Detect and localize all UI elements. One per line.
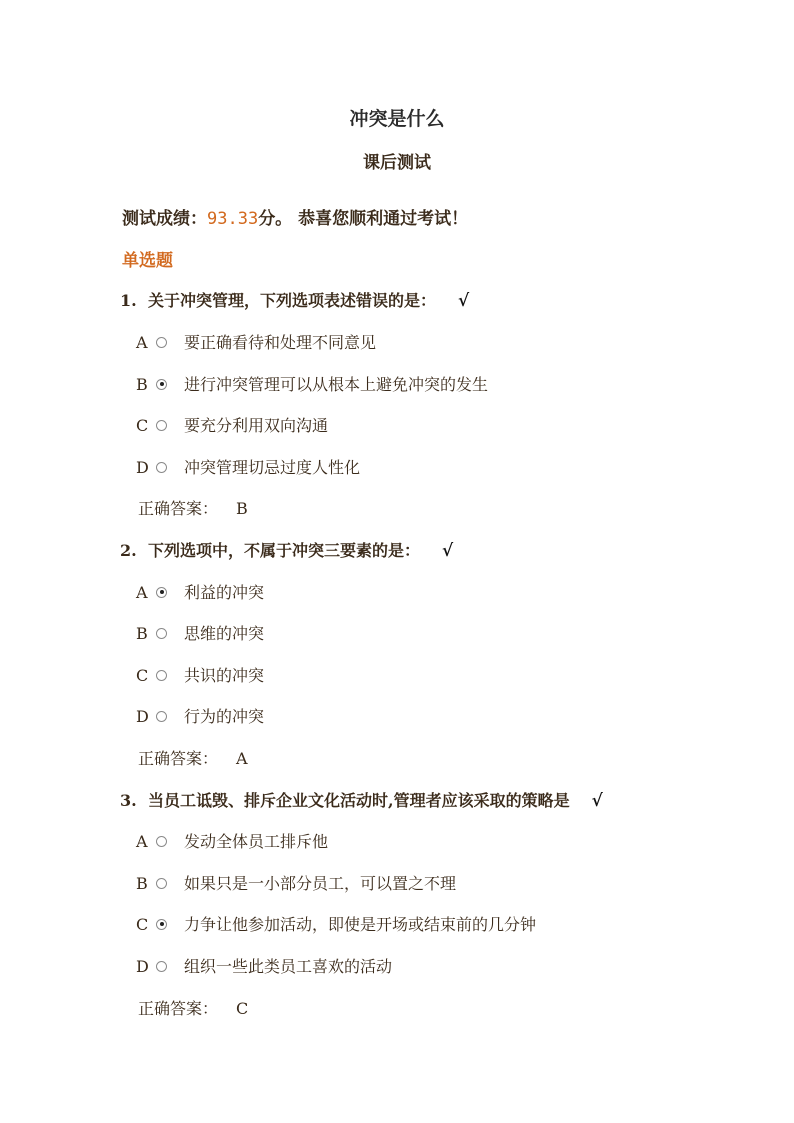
correct-answer-1 bbox=[138, 496, 248, 519]
score-line bbox=[122, 204, 468, 229]
question-1 bbox=[120, 288, 469, 311]
correct-answer-3 bbox=[138, 996, 248, 1019]
option-text: 组织一些此类员工喜欢的活动 bbox=[184, 957, 393, 976]
option-text: 发动全体员工排斥他 bbox=[184, 832, 329, 851]
option-letter: C bbox=[136, 915, 149, 934]
correct-answer-2 bbox=[138, 746, 248, 769]
radio-button-selected[interactable] bbox=[156, 919, 167, 930]
page-subtitle: 课后测试 bbox=[363, 153, 431, 173]
option-text: 力争让他参加活动，即使是开场或结束前的几分钟 bbox=[184, 915, 537, 934]
answer-label: 正确答案： bbox=[138, 749, 219, 768]
question-text: 关于冲突管理，下列选项表述错误的是： bbox=[148, 291, 437, 310]
answer-label: 正确答案： bbox=[138, 999, 219, 1018]
question-2 bbox=[120, 538, 453, 561]
option-text: 进行冲突管理可以从根本上避免冲突的发生 bbox=[184, 375, 489, 394]
radio-button[interactable] bbox=[156, 961, 167, 972]
option-letter: A bbox=[136, 333, 148, 352]
option-3d[interactable] bbox=[136, 954, 392, 976]
option-1a[interactable] bbox=[136, 330, 376, 352]
option-text: 利益的冲突 bbox=[184, 583, 265, 602]
answer-value: B bbox=[236, 499, 248, 518]
option-letter: D bbox=[136, 707, 149, 726]
option-letter: B bbox=[136, 375, 148, 394]
question-number: 3. bbox=[120, 791, 137, 810]
answer-value: C bbox=[236, 999, 249, 1018]
option-text: 思维的冲突 bbox=[184, 624, 265, 643]
option-letter: C bbox=[136, 416, 149, 435]
option-letter: A bbox=[136, 832, 148, 851]
option-3a[interactable] bbox=[136, 829, 328, 851]
radio-button[interactable] bbox=[156, 836, 167, 847]
option-2d[interactable] bbox=[136, 704, 264, 726]
score-suffix: 分。 恭喜您顺利通过考试！ bbox=[258, 209, 469, 229]
option-letter: D bbox=[136, 957, 149, 976]
option-1d[interactable] bbox=[136, 455, 360, 477]
radio-button-selected[interactable] bbox=[156, 587, 167, 598]
option-2b[interactable] bbox=[136, 621, 264, 643]
page-title: 冲突是什么 bbox=[349, 108, 445, 130]
question-text: 下列选项中，不属于冲突三要素的是： bbox=[148, 541, 421, 560]
check-mark-icon: √ bbox=[458, 291, 470, 311]
option-3c[interactable] bbox=[136, 912, 536, 934]
option-letter: B bbox=[136, 874, 148, 893]
radio-button[interactable] bbox=[156, 711, 167, 722]
option-text: 要充分利用双向沟通 bbox=[184, 416, 329, 435]
question-text: 当员工诋毁、排斥企业文化活动时,管理者应该采取的策略是 bbox=[148, 791, 570, 810]
option-2c[interactable] bbox=[136, 663, 264, 685]
option-3b[interactable] bbox=[136, 871, 456, 893]
radio-button[interactable] bbox=[156, 878, 167, 889]
radio-button[interactable] bbox=[156, 628, 167, 639]
section-label: 单选题 bbox=[122, 251, 173, 271]
check-mark-icon: √ bbox=[442, 541, 454, 561]
option-letter: C bbox=[136, 666, 149, 685]
check-mark-icon: √ bbox=[591, 791, 603, 811]
option-text: 冲突管理切忌过度人性化 bbox=[184, 458, 361, 477]
answer-label: 正确答案： bbox=[138, 499, 219, 518]
question-number: 1. bbox=[120, 291, 137, 310]
answer-value: A bbox=[236, 749, 248, 768]
option-1c[interactable] bbox=[136, 413, 328, 435]
option-text: 要正确看待和处理不同意见 bbox=[184, 333, 377, 352]
score-value: 93.33 bbox=[207, 209, 259, 229]
option-text: 行为的冲突 bbox=[184, 707, 265, 726]
option-letter: A bbox=[136, 583, 148, 602]
radio-button[interactable] bbox=[156, 420, 167, 431]
option-1b[interactable] bbox=[136, 372, 488, 394]
question-3 bbox=[120, 788, 603, 811]
question-number: 2. bbox=[120, 541, 137, 560]
option-letter: D bbox=[136, 458, 149, 477]
radio-button[interactable] bbox=[156, 670, 167, 681]
option-letter: B bbox=[136, 624, 148, 643]
option-text: 如果只是一小部分员工，可以置之不理 bbox=[184, 874, 457, 893]
option-text: 共识的冲突 bbox=[184, 666, 265, 685]
score-prefix: 测试成绩： bbox=[122, 209, 207, 229]
radio-button[interactable] bbox=[156, 462, 167, 473]
radio-button[interactable] bbox=[156, 337, 167, 348]
radio-button-selected[interactable] bbox=[156, 379, 167, 390]
option-2a[interactable] bbox=[136, 580, 264, 602]
